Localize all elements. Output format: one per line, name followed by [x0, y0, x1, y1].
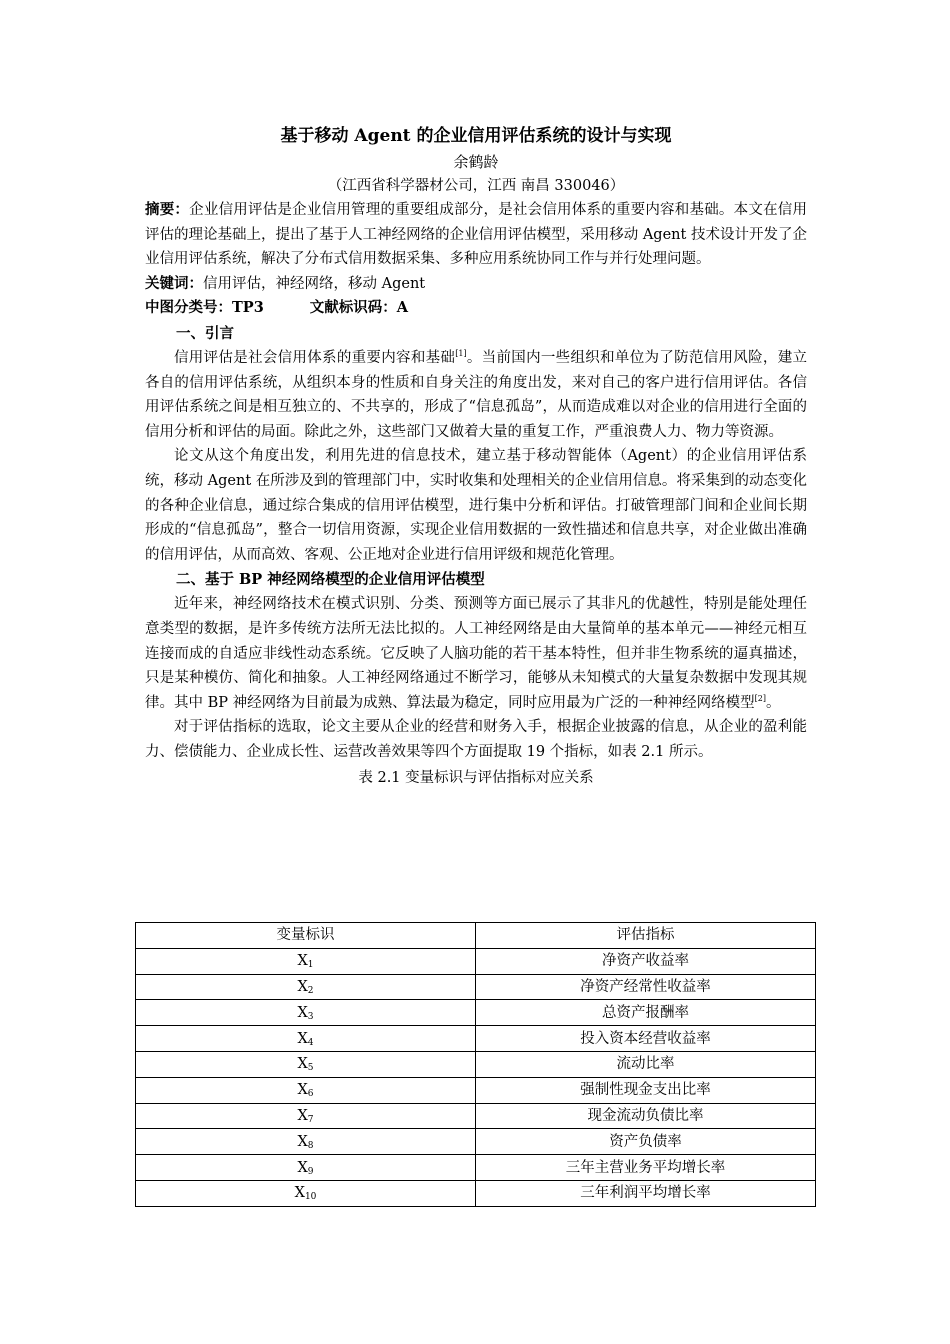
variable-cell: [136, 1180, 476, 1206]
author-name: 余鹤龄: [453, 153, 499, 171]
clc-value: TP3: [232, 299, 264, 317]
indicator-cell: 三年主营业务平均增长率: [476, 1155, 816, 1181]
table-row: [136, 1000, 816, 1026]
variable-cell: [136, 1051, 476, 1077]
abstract-text: 企业信用评估是企业信用管理的重要组成部分，是社会信用体系的重要内容和基础。本文在信用评估的理论基础上，提出了基于人工神经网络的企业信用评估模型，采用移动 Agent 技术设计开发了企业信用评估系统，解决了分布式信用数据采集、多种应用系统协同工作与并行处理问题。: [145, 202, 808, 268]
table-header-indicator: 评估指标: [476, 923, 816, 949]
citation-ref: [2]: [754, 693, 766, 703]
doc-code-value: A: [396, 299, 409, 317]
variable-cell: [136, 1000, 476, 1026]
indicator-cell: 净资产收益率: [476, 948, 816, 974]
table-row: [136, 1180, 816, 1206]
table-header-row: [136, 923, 816, 949]
paper-body: [145, 122, 807, 790]
indicator-cell: 净资产经常性收益率: [476, 974, 816, 1000]
citation-ref: [1]: [455, 348, 467, 358]
table-row: [136, 1077, 816, 1103]
variable-subscript: 3: [307, 1011, 314, 1022]
table-body: [136, 948, 816, 1206]
indicator-cell: 投入资本经营收益率: [476, 1026, 816, 1052]
indicator-cell: 强制性现金支出比率: [476, 1077, 816, 1103]
table-row: [136, 1103, 816, 1129]
variable-symbol: X: [297, 953, 308, 970]
indicator-table: [135, 922, 816, 1207]
model-p1-text-a: 近年来，神经网络技术在模式识别、分类、预测等方面已展示了其非凡的优越性，特别是能处理任意类型的数据，是许多传统方法所无法比拟的。人工神经网络是由大量简单的基本单元——神经元相互连接而成的自适应非线性动态系统。它反映了人脑功能的若干基本特性，但并非生物系统的逼真描述，只是某种模仿、简化和抽象。人工神经网络通过不断学习，能够从未知模式的大量复杂数据中发现其规律。其中 BP 神经网络为目前最为成熟、算法最为稳定，同时应用最为广泛的一种神经网络模型: [145, 596, 807, 711]
variable-symbol: X: [297, 1107, 308, 1124]
variable-symbol: X: [297, 1133, 308, 1150]
model-paragraph-1: [145, 592, 807, 715]
variable-cell: [136, 1103, 476, 1129]
variable-cell: [136, 948, 476, 974]
variable-symbol: X: [294, 1185, 305, 1202]
variable-subscript: 6: [307, 1089, 314, 1100]
table-row: [136, 1129, 816, 1155]
variable-subscript: 10: [304, 1192, 317, 1203]
variable-symbol: X: [297, 1004, 308, 1021]
abstract-label: 摘要：: [145, 201, 190, 218]
indicator-cell: 资产负债率: [476, 1129, 816, 1155]
variable-cell: [136, 1155, 476, 1181]
variable-symbol: X: [297, 1159, 308, 1176]
table-row: [136, 1026, 816, 1052]
indicator-cell: 流动比率: [476, 1051, 816, 1077]
table-row: [136, 974, 816, 1000]
variable-subscript: 9: [307, 1166, 314, 1177]
indicator-cell: 三年利润平均增长率: [476, 1180, 816, 1206]
variable-subscript: 2: [307, 985, 314, 996]
variable-symbol: X: [297, 1030, 308, 1047]
intro-paragraph-2: 论文从这个角度出发，利用先进的信息技术，建立基于移动智能体（Agent）的企业信用评估系统，移动 Agent 在所涉及到的管理部门中，实时收集和处理相关的企业信用信息。将采集到的动态变化的各种企业信息，通过综合集成的信用评估模型，进行集中分析和评估。打破管理部门间和企业间长期形成的“信息孤岛”，整合一切信用资源，实现企业信用数据的一致性描述和信息共享，对企业做出准确的信用评估，从而高效、客观、公正地对企业进行信用评级和规范化管理。: [145, 448, 807, 563]
variable-symbol: X: [297, 978, 308, 995]
section-heading-intro: 一、引言: [176, 324, 234, 342]
variable-subscript: 5: [307, 1063, 314, 1074]
intro-p1-text-b: 。当前国内一些组织和单位为了防范信用风险，建立各自的信用评估系统，从组织本身的性质和自身关注的角度出发，来对自己的客户进行信用评估。各信用评估系统之间是相互独立的、不共享的，形成了“信息孤岛”，从而造成难以对企业的信用进行全面的信用分析和评估的局面。除此之外，这些部门又做着大量的重复工作，严重浪费人力、物力等资源。: [145, 349, 808, 440]
intro-p1-text-a: 信用评估是社会信用体系的重要内容和基础: [174, 349, 456, 366]
variable-cell: [136, 1129, 476, 1155]
abstract: [145, 198, 807, 272]
table-row: [136, 1155, 816, 1181]
classification-line: [145, 296, 807, 321]
variable-cell: [136, 1026, 476, 1052]
table-row: [136, 948, 816, 974]
model-paragraph-2: 对于评估指标的选取，论文主要从企业的经营和财务入手，根据企业披露的信息，从企业的盈利能力、偿债能力、企业成长性、运营改善效果等四个方面提取 19 个指标，如表 2.1 所示。: [145, 719, 807, 760]
section-heading-model: 二、基于 BP 神经网络模型的企业信用评估模型: [176, 571, 485, 589]
doc-code-label: 文献标识码：: [309, 299, 397, 317]
keywords-text: 信用评估，神经网络，移动 Agent: [203, 275, 426, 292]
keywords-label: 关键词：: [145, 274, 203, 292]
variable-cell: [136, 1077, 476, 1103]
intro-paragraph-1: [145, 346, 807, 444]
table-caption: 表 2.1 变量标识与评估指标对应关系: [358, 770, 594, 787]
indicator-cell: 总资产报酬率: [476, 1000, 816, 1026]
variable-subscript: 7: [307, 1114, 314, 1125]
variable-subscript: 4: [307, 1037, 314, 1048]
variable-subscript: 8: [307, 1140, 314, 1151]
keywords: [145, 272, 807, 297]
paper-title: 基于移动 Agent 的企业信用评估系统的设计与实现: [280, 126, 672, 146]
model-p1-text-b: 。: [765, 694, 781, 711]
clc-label: 中图分类号：: [145, 299, 232, 317]
variable-cell: [136, 974, 476, 1000]
table-header-variable: 变量标识: [136, 923, 476, 949]
variable-subscript: 1: [307, 960, 314, 971]
table-row: [136, 1051, 816, 1077]
author-affiliation: （江西省科学器材公司，江西 南昌 330046）: [327, 178, 625, 194]
indicator-cell: 现金流动负债比率: [476, 1103, 816, 1129]
variable-symbol: X: [297, 1082, 308, 1099]
variable-symbol: X: [297, 1056, 308, 1073]
